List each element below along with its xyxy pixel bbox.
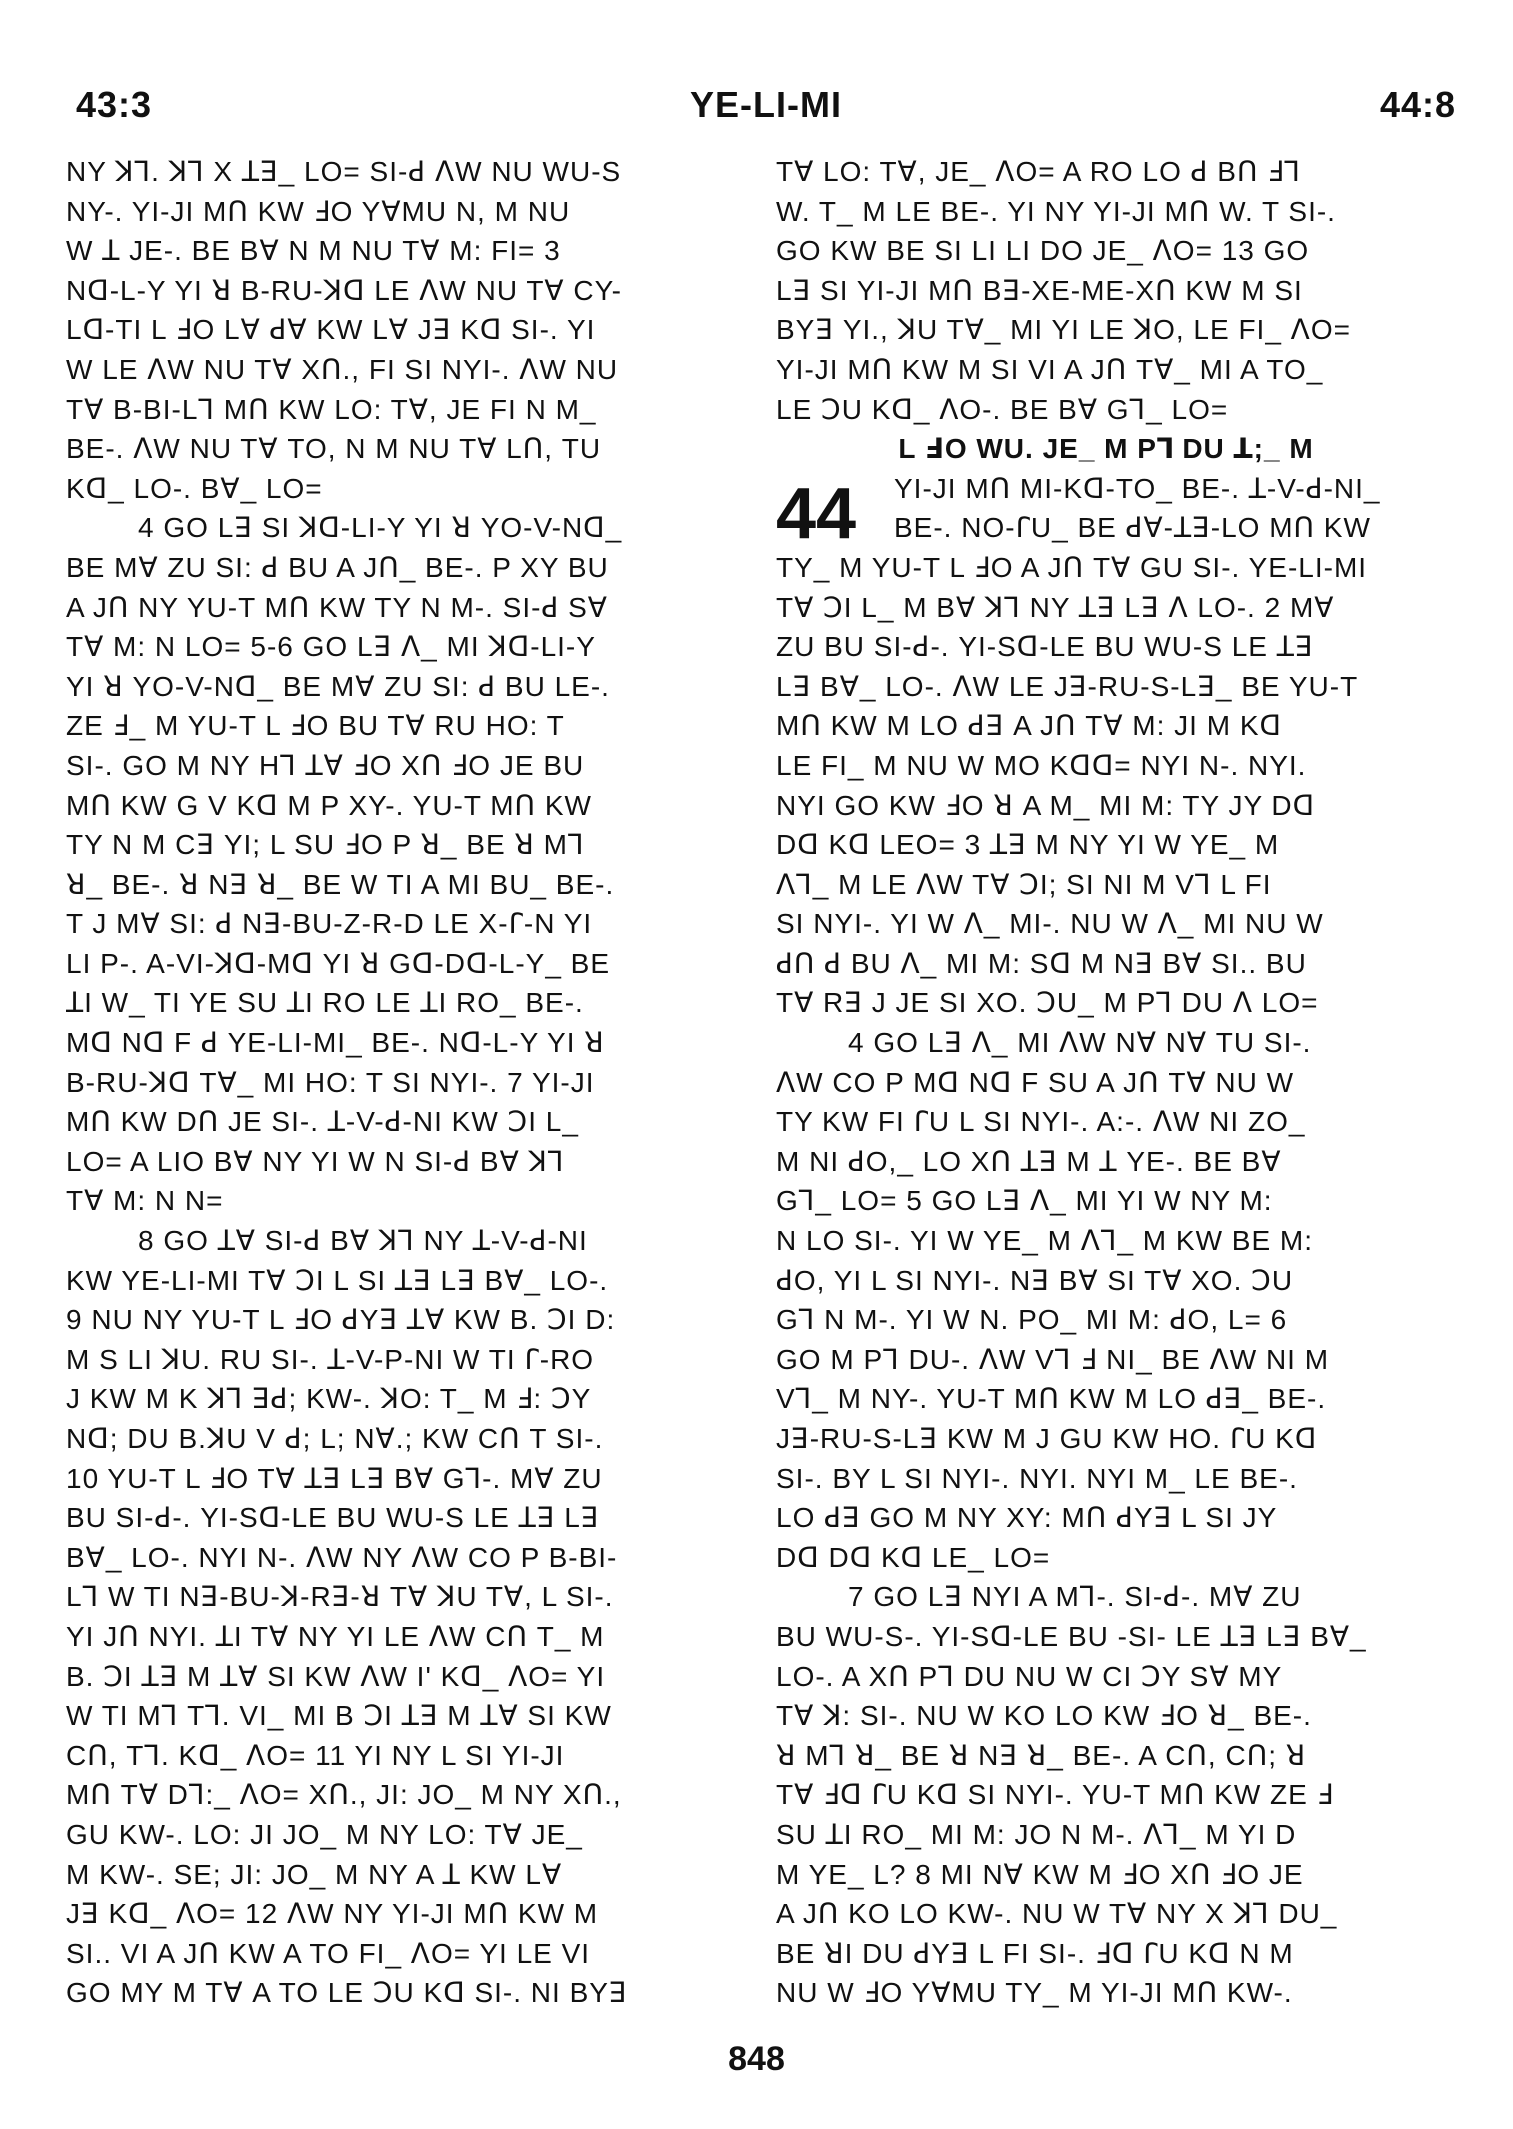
text-line: Vꓶ_ M NY-. YU-T Mꓵ KW M LO ꓒꓱ_ BE-. xyxy=(776,1383,1327,1415)
text-line: Jꓱ-RU-S-Lꓱ KW M J GU KW HO. ꓩU Kꓷ xyxy=(776,1423,1318,1454)
text-line: SI.. VI A Jꓵ KW A TO FI_ ꓥO= YI LE VI xyxy=(66,1937,591,1969)
text-line: W LE ꓥW NU Tꓯ Xꓵ., FI SI NYI-. ꓥW NU xyxy=(66,353,619,385)
text-line: BU WU-S-. YI-Sꓷ-LE BU -SI- LE ꓕꓱ Lꓱ Bꓯ_ xyxy=(776,1620,1367,1652)
text-line: Tꓯ Rꓱ J JE SI XO. ꓛU_ M Pꓶ DU ꓥ LO= xyxy=(776,987,1319,1019)
chapter-body-text xyxy=(776,469,1436,2013)
text-line: BYꓱ YI., ꓘU Tꓯ_ MI YI LE ꓘO, LE FI_ ꓥO= xyxy=(776,314,1351,346)
text-line: 4 GO Lꓱ SI ꓘꓷ-LI-Y YI ꓤ YO-V-Nꓷ_ xyxy=(138,512,623,544)
text-line: W TI Mꓶ Tꓶ. VI_ MI B ꓛI ꓕꓱ M ꓕꓯ SI KW xyxy=(66,1700,612,1732)
text-line: Mꓵ Tꓯ Dꓶ:_ ꓥO= Xꓵ., JI: JO_ M NY Xꓵ., xyxy=(66,1779,622,1811)
text-line: Nꓷ-L-Y YI ꓤ B-RU-ꓘꓷ LE ꓥW NU Tꓯ CY- xyxy=(66,274,623,306)
text-line: LO= A LIO Bꓯ NY YI W N SI-ꓒ Bꓯ ꓘꓶ xyxy=(66,1145,565,1177)
text-line: GU KW-. LO: JI JO_ M NY LO: Tꓯ JE_ xyxy=(66,1818,583,1850)
text-line: ꓕI W_ TI YE SU ꓕI RO LE ꓕI RO_ BE-. xyxy=(66,987,584,1019)
text-line: 9 NU NY YU-T L ꓞO ꓒYꓱ ꓕꓯ KW B. ꓛI D: xyxy=(66,1304,616,1336)
text-line: ZU BU SI-ꓒ-. YI-Sꓷ-LE BU WU-S LE ꓕꓱ xyxy=(776,631,1314,663)
text-line: A Jꓵ KO LO KW-. NU W Tꓯ NY X ꓘꓶ DU_ xyxy=(776,1898,1338,1930)
text-line: B. ꓛI ꓕꓱ M ꓕꓯ SI KW ꓥW I' Kꓷ_ ꓥO= YI xyxy=(66,1660,606,1692)
text-line: Kꓷ_ LO-. Bꓯ_ LO= xyxy=(66,472,323,504)
text-line: Lꓷ-TI L ꓞO Lꓯ ꓒꓯ KW Lꓯ Jꓱ Kꓷ SI-. YI xyxy=(66,314,596,346)
text-line: Gꓶ N M-. YI W N. PO_ MI M: ꓒO, L= 6 xyxy=(776,1304,1288,1336)
text-line: Tꓯ M: N N= xyxy=(66,1185,224,1217)
text-line: ꓒO, YI L SI NYI-. Nꓱ Bꓯ SI Tꓯ XO. ꓛU xyxy=(776,1264,1294,1296)
text-line: YI-JI Mꓵ MI-Kꓷ-TO_ BE-. ꓕ-V-ꓒ-NI_ xyxy=(894,472,1381,504)
text-line: Cꓵ, Tꓶ. Kꓷ_ ꓥO= 11 YI NY L SI YI-JI xyxy=(66,1739,565,1771)
page-header xyxy=(76,84,1456,134)
text-line: J KW M K ꓘꓶ ꓱꓒ; KW-. ꓘO: T_ M ꓞ: ꓛY xyxy=(66,1383,592,1415)
page-number: 848 xyxy=(728,2040,785,2078)
text-line: LI P-. A-VI-ꓘꓷ-Mꓷ YI ꓤ Gꓷ-Dꓷ-L-Y_ BE xyxy=(66,947,611,979)
text-line: YI Jꓵ NYI. ꓕI Tꓯ NY YI LE ꓥW Cꓵ T_ M xyxy=(66,1620,605,1652)
text-line: W. T_ M LE BE-. YI NY YI-JI Mꓵ W. T SI-. xyxy=(776,195,1336,227)
header-book-title: YE-LI-MI xyxy=(690,84,842,125)
text-line: Mꓵ KW Dꓵ JE SI-. ꓕ-V-ꓒ-NI KW ꓛI L_ xyxy=(66,1106,579,1138)
text-line: Dꓷ Dꓷ Kꓷ LE_ LO= xyxy=(776,1541,1051,1573)
text-line: SI-. BY L SI NYI-. NYI. NYI M_ LE BE-. xyxy=(776,1462,1298,1494)
right-text-column xyxy=(776,152,1436,2013)
text-line: BE-. ꓥW NU Tꓯ TO, N M NU Tꓯ Lꓵ, TU xyxy=(66,433,602,465)
text-line: Tꓯ ꓞꓷ ꓩU Kꓷ SI NYI-. YU-T Mꓵ KW ZE ꓞ xyxy=(776,1779,1334,1811)
text-line: M KW-. SE; JI: JO_ M NY A ꓕ KW Lꓯ xyxy=(66,1858,563,1890)
text-line: LE ꓛU Kꓷ_ ꓥO-. BE Bꓯ Gꓶ_ LO= xyxy=(776,393,1229,425)
text-line: Tꓯ M: N LO= 5-6 GO Lꓱ ꓥ_ MI ꓘꓷ-LI-Y xyxy=(66,631,596,663)
text-line: Tꓯ ꓛI L_ M Bꓯ ꓘꓶ NY ꓕꓱ Lꓱ ꓥ LO-. 2 Mꓯ xyxy=(776,591,1335,623)
text-line: Mꓵ KW G V Kꓷ M P XY-. YU-T Mꓵ KW xyxy=(66,789,592,821)
text-line: 4 GO Lꓱ ꓥ_ MI ꓥW Nꓯ Nꓯ TU SI-. xyxy=(848,1027,1312,1059)
text-line: ꓤ_ BE-. ꓤ Nꓱ ꓤ_ BE W TI A MI BU_ BE-. xyxy=(66,868,615,900)
text-line: SI-. GO M NY Hꓶ ꓕꓯ ꓞO Xꓵ ꓞO JE BU xyxy=(66,749,585,781)
text-line: Mꓷ Nꓷ F ꓒ YE-LI-MI_ BE-. Nꓷ-L-Y YI ꓤ xyxy=(66,1027,605,1059)
text-line: M NI ꓒO,_ LO Xꓵ ꓕꓱ M ꓕ YE-. BE Bꓯ xyxy=(776,1145,1282,1177)
text-line: LO-. A Xꓵ Pꓶ DU NU W CI ꓛY Sꓯ MY xyxy=(776,1660,1283,1692)
text-line: ꓒꓵ ꓒ BU ꓥ_ MI M: Sꓷ M Nꓱ Bꓯ SI.. BU xyxy=(776,947,1307,979)
chapter-number: 44 xyxy=(776,474,857,554)
text-line: 10 YU-T L ꓞO Tꓯ ꓕꓱ Lꓱ Bꓯ Gꓶ-. Mꓯ ZU xyxy=(66,1462,603,1494)
text-line: BU SI-ꓒ-. YI-Sꓷ-LE BU WU-S LE ꓕꓱ Lꓱ xyxy=(66,1502,600,1534)
right-column-top-text xyxy=(776,152,1436,429)
text-line: Mꓵ KW M LO ꓒꓱ A Jꓵ Tꓯ M: JI M Kꓷ xyxy=(776,710,1282,742)
text-line: BE Mꓯ ZU SI: ꓒ BU A Jꓵ_ BE-. P XY BU xyxy=(66,551,609,583)
text-line: B-RU-ꓘꓷ Tꓯ_ MI HO: T SI NYI-. 7 YI-JI xyxy=(66,1066,595,1098)
text-line: YI-JI Mꓵ KW M SI VI A Jꓵ Tꓯ_ MI A TO_ xyxy=(776,353,1324,385)
text-line: Bꓯ_ LO-. NYI N-. ꓥW NY ꓥW CO P B-BI- xyxy=(66,1541,618,1573)
text-line: ꓤ Mꓶ ꓤ_ BE ꓤ Nꓱ ꓤ_ BE-. A Cꓵ, Cꓵ; ꓤ xyxy=(776,1739,1307,1771)
text-line: SU ꓕI RO_ MI M: JO N M-. ꓥꓶ_ M YI D xyxy=(776,1818,1297,1850)
text-line: T J Mꓯ SI: ꓒ Nꓱ-BU-Z-R-D LE X-ꓩ-N YI xyxy=(66,908,593,940)
text-line: NY-. YI-JI Mꓵ KW ꓞO YꓯMU N, M NU xyxy=(66,195,571,227)
text-line: LE FI_ M NU W MO Kꓷꓷ= NYI N-. NYI. xyxy=(776,749,1307,781)
header-right-reference: 44:8 xyxy=(1379,84,1456,125)
text-line: Lꓶ W TI Nꓱ-BU-ꓘ-Rꓱ-ꓤ Tꓯ ꓘU Tꓯ, L SI-. xyxy=(66,1581,614,1613)
text-line: 8 GO ꓕꓯ SI-ꓒ Bꓯ ꓘꓶ NY ꓕ-V-ꓒ-NI xyxy=(138,1225,588,1257)
text-line: GO KW BE SI LI LI DO JE_ ꓥO= 13 GO xyxy=(776,235,1310,267)
text-line: Nꓷ; DU B.ꓘU V ꓒ; L; Nꓯ.; KW Cꓵ T SI-. xyxy=(66,1423,604,1454)
text-line: Tꓯ ꓘ: SI-. NU W KO LO KW ꓞO ꓤ_ BE-. xyxy=(776,1700,1312,1732)
text-line: M YE_ L? 8 MI Nꓯ KW M ꓞO Xꓵ ꓞO JE xyxy=(776,1858,1304,1890)
text-line: Tꓯ B-BI-Lꓶ Mꓵ KW LO: Tꓯ, JE FI N M_ xyxy=(66,393,597,425)
text-line: Tꓯ LO: Tꓯ, JE_ ꓥO= A RO LO ꓒ Bꓵ ꓞꓶ xyxy=(776,156,1301,187)
text-line: ZE ꓞ_ M YU-T L ꓞO BU Tꓯ RU HO: T xyxy=(66,710,565,742)
text-line: TY_ M YU-T L ꓞO A Jꓵ Tꓯ GU SI-. YE-LI-MI xyxy=(776,551,1368,583)
text-line: Dꓷ Kꓷ LEO= 3 ꓕꓱ M NY YI W YE_ M xyxy=(776,829,1280,861)
text-line: YI ꓤ YO-V-Nꓷ_ BE Mꓯ ZU SI: ꓒ BU LE-. xyxy=(66,670,610,702)
left-text-column xyxy=(66,152,726,2013)
text-line: Jꓱ Kꓷ_ ꓥO= 12 ꓥW NY YI-JI Mꓵ KW M xyxy=(66,1898,599,1930)
text-line: 7 GO Lꓱ NYI A Mꓶ-. SI-ꓒ-. Mꓯ ZU xyxy=(848,1581,1302,1613)
text-line: LO ꓒꓱ GO M NY XY: Mꓵ ꓒYꓱ L SI JY xyxy=(776,1502,1278,1534)
text-line: Gꓶ_ LO= 5 GO Lꓱ ꓥ_ MI YI W NY M: xyxy=(776,1185,1273,1217)
text-line: BE ꓤI DU ꓒYꓱ L FI SI-. ꓞꓷ ꓩU Kꓷ N M xyxy=(776,1937,1294,1969)
text-line: ꓥꓶ_ M LE ꓥW Tꓯ ꓛI; SI NI M Vꓶ L FI xyxy=(776,868,1272,900)
text-line: NY ꓘꓶ. ꓘꓶ X ꓕꓱ_ LO= SI-ꓒ ꓥW NU WU-S xyxy=(66,156,622,187)
text-line: BE-. NO-ꓩU_ BE ꓒꓯ-ꓕꓱ-LO Mꓵ KW xyxy=(894,512,1371,544)
text-line: W ꓕ JE-. BE Bꓯ N M NU Tꓯ M: FI= 3 xyxy=(66,235,561,267)
text-line: Lꓱ Bꓯ_ LO-. ꓥW LE Jꓱ-RU-S-Lꓱ_ BE YU-T xyxy=(776,670,1359,702)
text-line: A Jꓵ NY YU-T Mꓵ KW TY N M-. SI-ꓒ Sꓯ xyxy=(66,591,608,623)
text-line: GO M Pꓶ DU-. ꓥW Vꓶ ꓞ NI_ BE ꓥW NI M xyxy=(776,1343,1330,1375)
text-line: TY KW FI ꓩU L SI NYI-. A:-. ꓥW NI ZO_ xyxy=(776,1106,1306,1138)
text-line: KW YE-LI-MI Tꓯ ꓛI L SI ꓕꓱ Lꓱ Bꓯ_ LO-. xyxy=(66,1264,609,1296)
text-line: Lꓱ SI YI-JI Mꓵ Bꓱ-XE-ME-Xꓵ KW M SI xyxy=(776,274,1303,306)
text-line: TY N M Cꓱ YI; L SU ꓞO P ꓤ_ BE ꓤ Mꓶ xyxy=(66,829,585,861)
text-line: N LO SI-. YI W YE_ M ꓥꓶ_ M KW BE M: xyxy=(776,1225,1314,1257)
text-line: NYI GO KW ꓞO ꓤ A M_ MI M: TY JY Dꓷ xyxy=(776,789,1316,821)
text-line: M S LI ꓘU. RU SI-. ꓕ-V-P-NI W TI ꓩ-RO xyxy=(66,1343,595,1375)
text-line: ꓥW CO P Mꓷ Nꓷ F SU A Jꓵ Tꓯ NU W xyxy=(776,1066,1295,1098)
text-line: NU W ꓞO YꓯMU TY_ M YI-JI Mꓵ KW-. xyxy=(776,1977,1293,2009)
header-left-reference: 43:3 xyxy=(76,84,153,125)
text-line: SI NYI-. YI W ꓥ_ MI-. NU W ꓥ_ MI NU W xyxy=(776,908,1324,940)
chapter-heading: L ꓞO WU. JE_ M Pꓶ DU ꓕ;_ M xyxy=(898,433,1314,465)
text-line: GO MY M Tꓯ A TO LE ꓛU Kꓷ SI-. NI BYꓱ xyxy=(66,1977,628,2009)
